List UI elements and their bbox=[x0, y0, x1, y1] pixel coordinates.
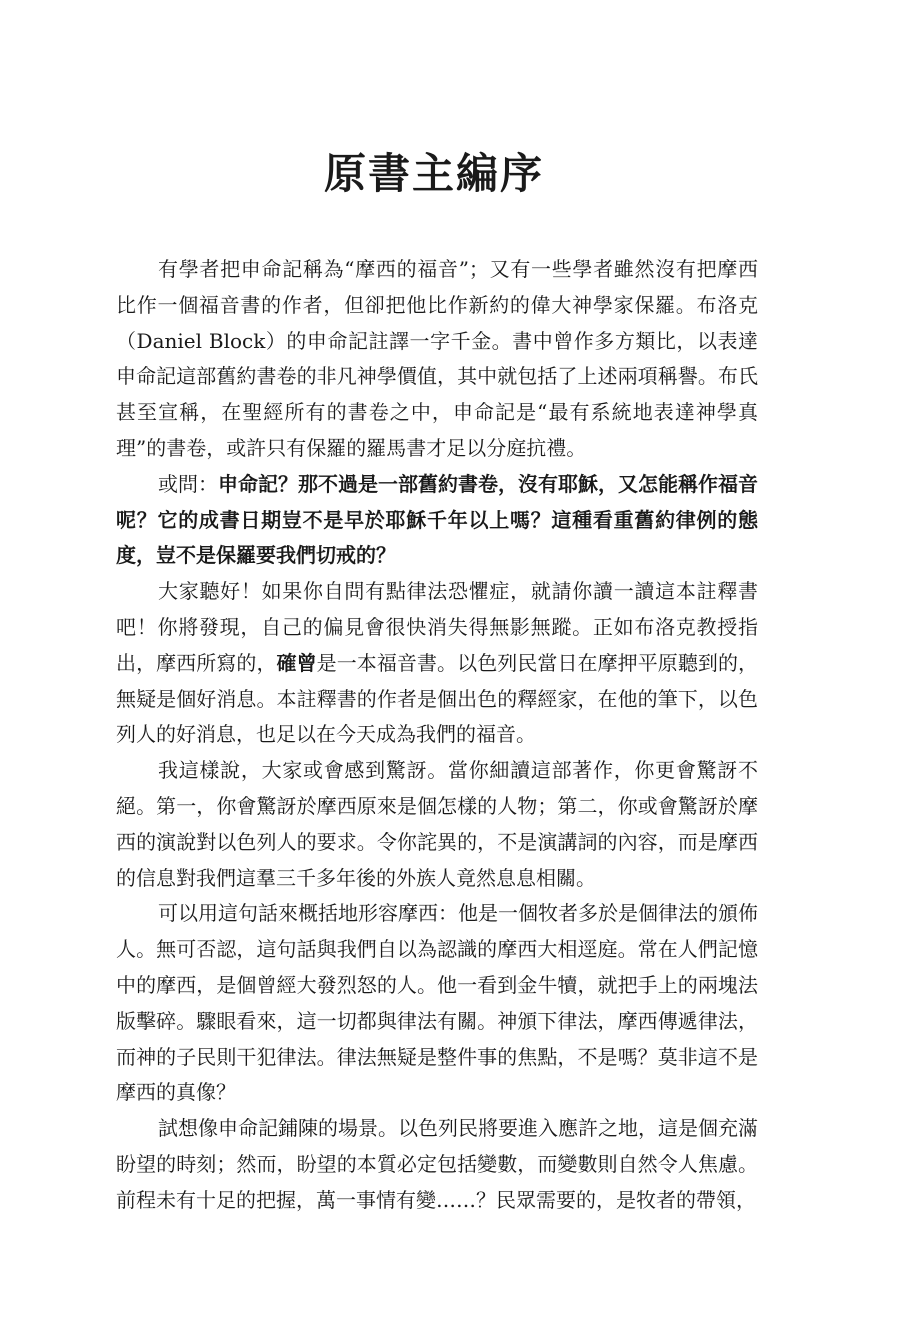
paragraph-6: 試想像申命記鋪陳的場景。以色列民將要進入應許之地，這是個充滿盼望的時刻；然而，盼望的本質必定包括變數，而變數則自然令人焦慮。前程未有十足的把握，萬一事情有變……？民眾需要的，是牧者的帶領， bbox=[116, 1116, 758, 1212]
paragraph-5: 可以用這句話來概括地形容摩西：他是一個牧者多於是個律法的頒佈人。無可否認，這句話與我們自以為認識的摩西大相逕庭。常在人們記憶中的摩西，是個曾經大發烈怒的人。他一看到金牛犢，就把手上的兩塊法版擊碎。驟眼看來，這一切都與律法有關。神頒下律法，摩西傳遞律法，而神的子民則干犯律法。律法無疑是整件事的焦點，不是嗎？莫非這不是摩西的真像？ bbox=[116, 901, 758, 1105]
paragraph-2 bbox=[116, 467, 758, 574]
paragraph-3-bold-word: 確曾 bbox=[276, 650, 317, 675]
paragraph-3-end: 是一本福音書。以色列民當日在摩押平原聽到的，無疑是個好消息。本註釋書的作者是個出色的釋經家，在他的筆下，以色列人的好消息，也足以在今天成為我們的福音。 bbox=[116, 650, 759, 747]
body-text bbox=[116, 252, 758, 1219]
page-title: 原書主編序 bbox=[323, 149, 544, 198]
paragraph-3-start: 大家聽好！如果你自問有點律法恐懼症，就請你讀一讀這本註釋書吧！你將發現，自己的偏見會很快消失得無影無蹤。正如布洛克教授指出，摩西所寫的， bbox=[116, 579, 758, 675]
paragraph-2-prefix: 或問： bbox=[158, 471, 218, 496]
paragraph-1: 有學者把申命記稱為“摩西的福音”；又有一些學者雖然沒有把摩西比作一個福音書的作者，但卻把他比作新約的偉大神學家保羅。布洛克（Daniel Block）的申命記註譯一字千金。書中曾作多方類比，以表達申命記這部舊約書卷的非凡神學價值，其中就包括了上述兩項稱譽。布氏甚至宣稱，在聖經所有的書卷之中，申命記是“最有系統地表達神學真理”的書卷，或許只有保羅的羅馬書才足以分庭抗禮。 bbox=[116, 257, 758, 460]
paragraph-3 bbox=[116, 574, 758, 753]
paragraph-2-bold-question: 申命記？那不過是一部舊約書卷，沒有耶穌，又怎能稱作福音呢？它的成書日期豈不是早於耶穌千年以上嗎？這種看重舊約律例的態度，豈不是保羅要我們切戒的？ bbox=[116, 471, 758, 568]
paragraph-4: 我這樣說，大家或會感到驚訝。當你細讀這部著作，你更會驚訝不絕。第一，你會驚訝於摩西原來是個怎樣的人物；第二，你或會驚訝於摩西的演說對以色列人的要求。令你詫異的，不是演講詞的內容，而是摩西的信息對我們這羣三千多年後的外族人竟然息息相關。 bbox=[116, 758, 758, 890]
